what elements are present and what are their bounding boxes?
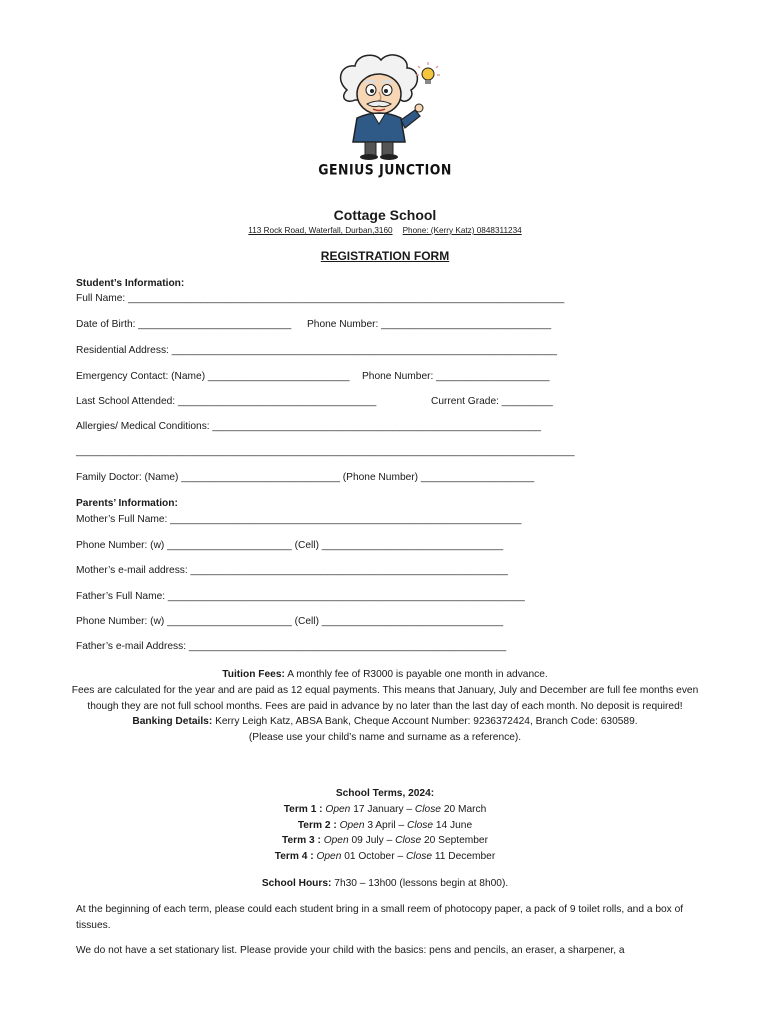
term-close-word: Close [395,835,422,847]
fees-explanation: Fees are calculated for the year and are paid as 12 equal payments. This means that January, July and December are full fee months even though they are not full school months. Fees are paid in advance by no later than the last day of each month. No deposit is required! [71,684,699,712]
school-terms-section [70,786,700,865]
term-open-date: 17 January [353,803,404,815]
payment-reference-note: (Please use your child’s name and surname as a reference). [248,732,522,744]
family-doctor-field: Family Doctor: (Name) ____________________________ (Phone Number) ____________________ [76,472,535,483]
supplies-note: At the beginning of each term, please could each student bring in a small reem of photocopy paper, a pack of 9 toilet rolls, and a box of tissues. [76,904,684,931]
school-hours-label: School Hours: [261,878,332,889]
term-open-date: 01 October [344,851,395,863]
term-label: Term 1 : [283,803,323,815]
term-label: Term 3 : [282,835,321,847]
school-name: Cottage School [333,207,437,223]
school-phone: Phone: (Kerry Katz) 0848311234 [402,226,522,235]
allergies-field: Allergies/ Medical Conditions: __________________________________________________________ [76,421,542,432]
term-close-date: 14 June [435,819,473,831]
current-grade-field: Current Grade: _________ [431,396,553,407]
student-full-name-field: Full Name: _____________________________________________________________________________ [76,293,565,304]
emergency-phone-field: Phone Number: ____________________ [362,371,550,382]
school-terms-list [70,802,700,865]
tuition-fees-label: Tuition Fees: [222,669,285,680]
allergies-continuation-line: ________________________________________________________________________________________ [76,446,575,457]
tuition-fees-section [70,667,700,746]
student-phone-field: Phone Number: ______________________________ [307,319,552,330]
father-name-field: Father’s Full Name: _______________________________________________________________ [76,591,525,602]
date-of-birth-field: Date of Birth: ___________________________ [76,319,292,330]
term-open-date: 3 April [367,819,396,831]
father-phone-field: Phone Number: (w) ______________________ (Cell) ________________________________ [76,616,504,627]
mother-email-field: Mother’s e-mail address: ________________________________________________________ [76,565,508,576]
residential-address-field: Residential Address: ____________________________________________________________________ [76,345,557,356]
term-row: Term 4 : Open 01 October – Close 11 December [274,851,496,863]
banking-text: Kerry Leigh Katz, ABSA Bank, Cheque Account Number: 9236372424, Branch Code: 630589. [215,716,638,728]
banking-details [70,714,700,730]
parents-info-heading: Parents’ Information: [76,498,178,509]
term-close-date: 11 December [434,851,496,863]
school-hours [70,876,700,892]
term-row: Term 2 : Open 3 April – Close 14 June [297,819,473,831]
brand-name: GENIUS JUNCTION [318,160,452,179]
term-open-word: Open [323,835,349,847]
term-close-word: Close [406,819,434,831]
term-close-word: Close [414,803,441,815]
term-open-date: 09 July [351,835,384,847]
school-contact [0,226,770,235]
form-title: REGISTRATION FORM [320,249,450,263]
student-info-heading: Student’s Information: [76,278,185,289]
mother-name-field: Mother’s Full Name: ______________________________________________________________ [76,514,522,525]
term-row: Term 1 : Open 17 January – Close 20 March [283,803,487,815]
mother-phone-field: Phone Number: (w) ______________________ (Cell) ________________________________ [76,540,504,551]
term-close-date: 20 March [443,803,487,815]
father-email-field: Father’s e-mail Address: ________________________________________________________ [76,641,507,652]
last-school-field: Last School Attended: ___________________________________ [76,396,377,407]
banking-label: Banking Details: [132,716,213,728]
term-close-date: 20 September [423,835,488,847]
tuition-fee-line [70,667,700,683]
term-close-word: Close [405,851,432,863]
stationery-note: We do not have a set stationary list. Please provide your child with the basics: pens and pencils, an eraser, a sharpener, a [76,945,625,956]
term-open-word: Open [325,803,351,815]
term-label: Term 2 : [297,819,337,831]
term-open-word: Open [316,851,342,863]
emergency-contact-field: Emergency Contact: (Name) _________________________ [76,371,350,382]
term-open-word: Open [339,819,365,831]
school-terms-heading: School Terms, 2024: [335,788,435,799]
term-row: Term 3 : Open 09 July – Close 20 September [282,835,488,847]
term-label: Term 4 : [274,851,314,863]
school-hours-text: 7h30 – 13h00 (lessons begin at 8h00). [334,878,509,889]
school-address: 113 Rock Road, Waterfall, Durban,3160 [248,226,393,235]
einstein-mascot-logo [325,50,445,162]
tuition-fee-text: A monthly fee of R3000 is payable one month in advance. [287,669,548,680]
